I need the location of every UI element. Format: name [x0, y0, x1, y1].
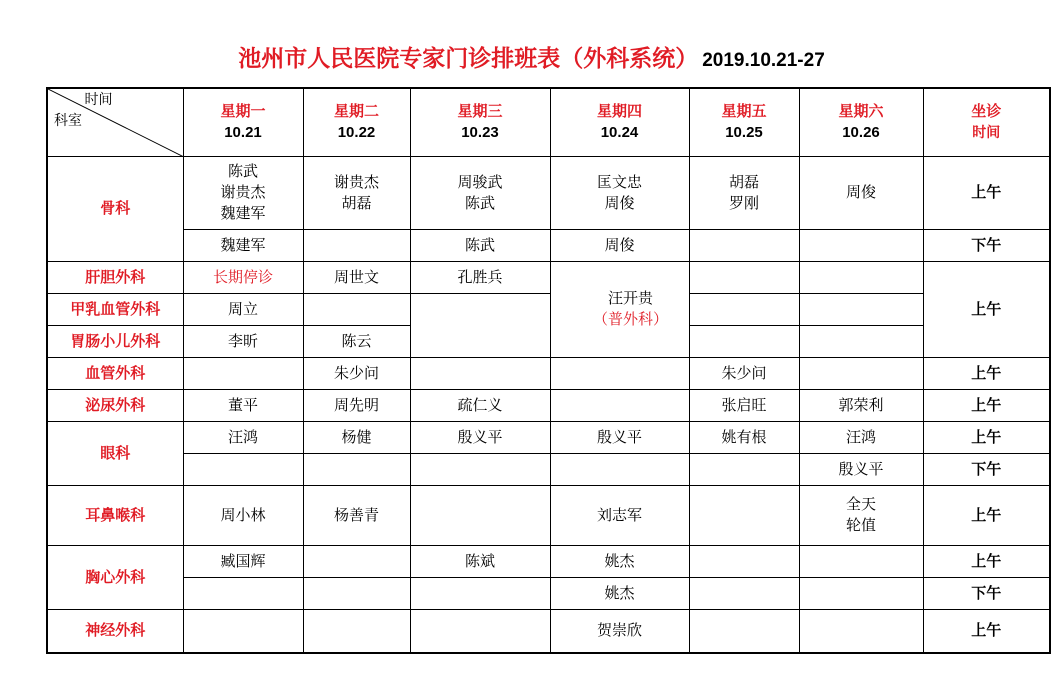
cell: 臧国辉	[183, 545, 303, 577]
header-fri	[689, 88, 799, 156]
cell: 陈斌	[410, 545, 550, 577]
table-row	[47, 485, 1050, 545]
cell	[799, 325, 923, 357]
cell: 长期停诊	[183, 261, 303, 293]
cell	[303, 609, 410, 653]
dept-jiaru: 甲乳血管外科	[47, 293, 183, 325]
cell	[689, 325, 799, 357]
time-col-line2: 时间	[972, 125, 1001, 142]
weekday: 星期一	[220, 102, 266, 121]
cell: 魏建军	[183, 229, 303, 261]
cell: 疏仁义	[410, 389, 550, 421]
header-tue	[303, 88, 410, 156]
cell	[183, 156, 303, 229]
corner-cell	[47, 88, 183, 156]
cell: 杨健	[303, 421, 410, 453]
doctor: 谢贵杰	[333, 172, 379, 191]
doctor: 周俊	[604, 193, 635, 212]
time-cell: 上午	[923, 389, 1050, 421]
doctor: 罗刚	[728, 193, 759, 212]
cell: 姚有根	[689, 421, 799, 453]
time-cell: 下午	[923, 577, 1050, 609]
cell	[410, 577, 550, 609]
cell: 刘志军	[550, 485, 689, 545]
header-time	[923, 88, 1050, 156]
cell	[410, 609, 550, 653]
cell	[689, 577, 799, 609]
doctor: 周骏武	[457, 172, 503, 191]
table-row	[47, 261, 1050, 293]
cell: 李昕	[183, 325, 303, 357]
cell: 殷义平	[799, 453, 923, 485]
cell	[799, 261, 923, 293]
doctor: 胡磊	[728, 172, 759, 191]
table-row	[47, 156, 1050, 229]
header-row	[47, 88, 1050, 156]
header-mon	[183, 88, 303, 156]
doctor: 胡磊	[341, 193, 372, 212]
cell	[303, 453, 410, 485]
cell	[410, 156, 550, 229]
doctor: 谢贵杰	[220, 183, 266, 201]
doctor: 汪开贵	[607, 289, 653, 307]
cell	[689, 293, 799, 325]
cell: 姚杰	[550, 577, 689, 609]
cell	[303, 229, 410, 261]
date: 10.22	[337, 124, 376, 142]
weekday: 星期六	[838, 102, 884, 121]
date: 10.21	[224, 124, 262, 142]
time-cell: 上午	[923, 545, 1050, 577]
time-cell: 上午	[923, 261, 1050, 357]
cell: 杨善青	[303, 485, 410, 545]
cell	[689, 609, 799, 653]
weekday: 星期五	[721, 102, 767, 121]
cell	[689, 229, 799, 261]
cell: 殷义平	[410, 421, 550, 453]
cell	[689, 156, 799, 229]
cell	[799, 545, 923, 577]
title-main: 池州市人民医院专家门诊排班表（外科系统）	[238, 46, 699, 72]
cell: 殷义平	[550, 421, 689, 453]
cell	[799, 577, 923, 609]
date: 10.23	[461, 124, 499, 142]
cell-wang	[550, 261, 689, 357]
table-row	[47, 453, 1050, 485]
dept-weichang: 胃肠小儿外科	[47, 325, 183, 357]
dept-gandan: 肝胆外科	[47, 261, 183, 293]
cell: 张启旺	[689, 389, 799, 421]
cell	[799, 293, 923, 325]
time-cell: 上午	[923, 421, 1050, 453]
dept-miniao: 泌尿外科	[47, 389, 183, 421]
time-cell: 上午	[923, 156, 1050, 229]
cell	[550, 453, 689, 485]
time-col-line1: 坐诊	[971, 102, 1002, 121]
header-thu	[550, 88, 689, 156]
doctor: 匡文忠	[596, 172, 642, 191]
date: 10.24	[600, 124, 639, 142]
cell: 董平	[183, 389, 303, 421]
cell	[799, 609, 923, 653]
cell: 周世文	[303, 261, 410, 293]
cell	[410, 485, 550, 545]
time-cell: 下午	[923, 229, 1050, 261]
cell	[799, 229, 923, 261]
cell	[303, 293, 410, 325]
corner-time-label: 时间	[84, 92, 113, 108]
cell: 陈武	[410, 229, 550, 261]
cell: 汪鸿	[183, 421, 303, 453]
cell: 周先明	[303, 389, 410, 421]
schedule-table	[46, 87, 1051, 654]
dept-xiongxin: 胸心外科	[47, 545, 183, 609]
dept-shenjing: 神经外科	[47, 609, 183, 653]
table-row	[47, 545, 1050, 577]
cell	[689, 453, 799, 485]
cell	[799, 357, 923, 389]
table-row	[47, 293, 1050, 325]
cell: 孔胜兵	[410, 261, 550, 293]
cell	[303, 545, 410, 577]
cell	[183, 357, 303, 389]
doctor: 陈武	[464, 193, 495, 212]
note: 全天	[845, 495, 876, 513]
doctor: 魏建军	[220, 204, 266, 222]
cell	[550, 156, 689, 229]
table-row	[47, 421, 1050, 453]
table-row	[47, 229, 1050, 261]
date: 10.25	[725, 124, 763, 142]
header-sat	[799, 88, 923, 156]
cell	[303, 156, 410, 229]
time-cell: 上午	[923, 357, 1050, 389]
note: 轮值	[845, 516, 876, 534]
cell: 周立	[183, 293, 303, 325]
cell	[410, 453, 550, 485]
cell	[799, 485, 923, 545]
cell: 贺崇欣	[550, 609, 689, 653]
cell: 朱少问	[303, 357, 410, 389]
cell: 朱少问	[689, 357, 799, 389]
cell: 姚杰	[550, 545, 689, 577]
dept-erbi: 耳鼻喉科	[47, 485, 183, 545]
note: （普外科）	[592, 310, 668, 328]
table-row	[47, 577, 1050, 609]
cell: 郭荣利	[799, 389, 923, 421]
cell: 周俊	[550, 229, 689, 261]
cell: 汪鸿	[799, 421, 923, 453]
weekday: 星期四	[596, 102, 642, 121]
time-cell: 上午	[923, 609, 1050, 653]
cell	[410, 293, 550, 357]
dept-yanke: 眼科	[47, 421, 183, 485]
date: 10.26	[842, 124, 880, 142]
cell	[303, 577, 410, 609]
cell	[410, 357, 550, 389]
cell: 周俊	[799, 156, 923, 229]
table-row	[47, 609, 1050, 653]
cell	[183, 577, 303, 609]
cell	[689, 545, 799, 577]
cell: 周小林	[183, 485, 303, 545]
table-row	[47, 357, 1050, 389]
doctor: 陈武	[227, 162, 258, 180]
cell	[183, 453, 303, 485]
cell	[689, 261, 799, 293]
table-row	[47, 389, 1050, 421]
cell	[183, 609, 303, 653]
cell	[550, 357, 689, 389]
weekday: 星期二	[333, 102, 379, 121]
cell: 陈云	[303, 325, 410, 357]
cell	[550, 389, 689, 421]
corner-dept-label: 科室	[54, 113, 82, 129]
dept-xueguan: 血管外科	[47, 357, 183, 389]
cell	[689, 485, 799, 545]
title-date: 2019.10.21-27	[702, 50, 825, 71]
weekday: 星期三	[457, 102, 503, 121]
header-wed	[410, 88, 550, 156]
page-title	[0, 40, 1063, 73]
time-cell: 下午	[923, 453, 1050, 485]
time-cell: 上午	[923, 485, 1050, 545]
dept-guke: 骨科	[47, 156, 183, 261]
